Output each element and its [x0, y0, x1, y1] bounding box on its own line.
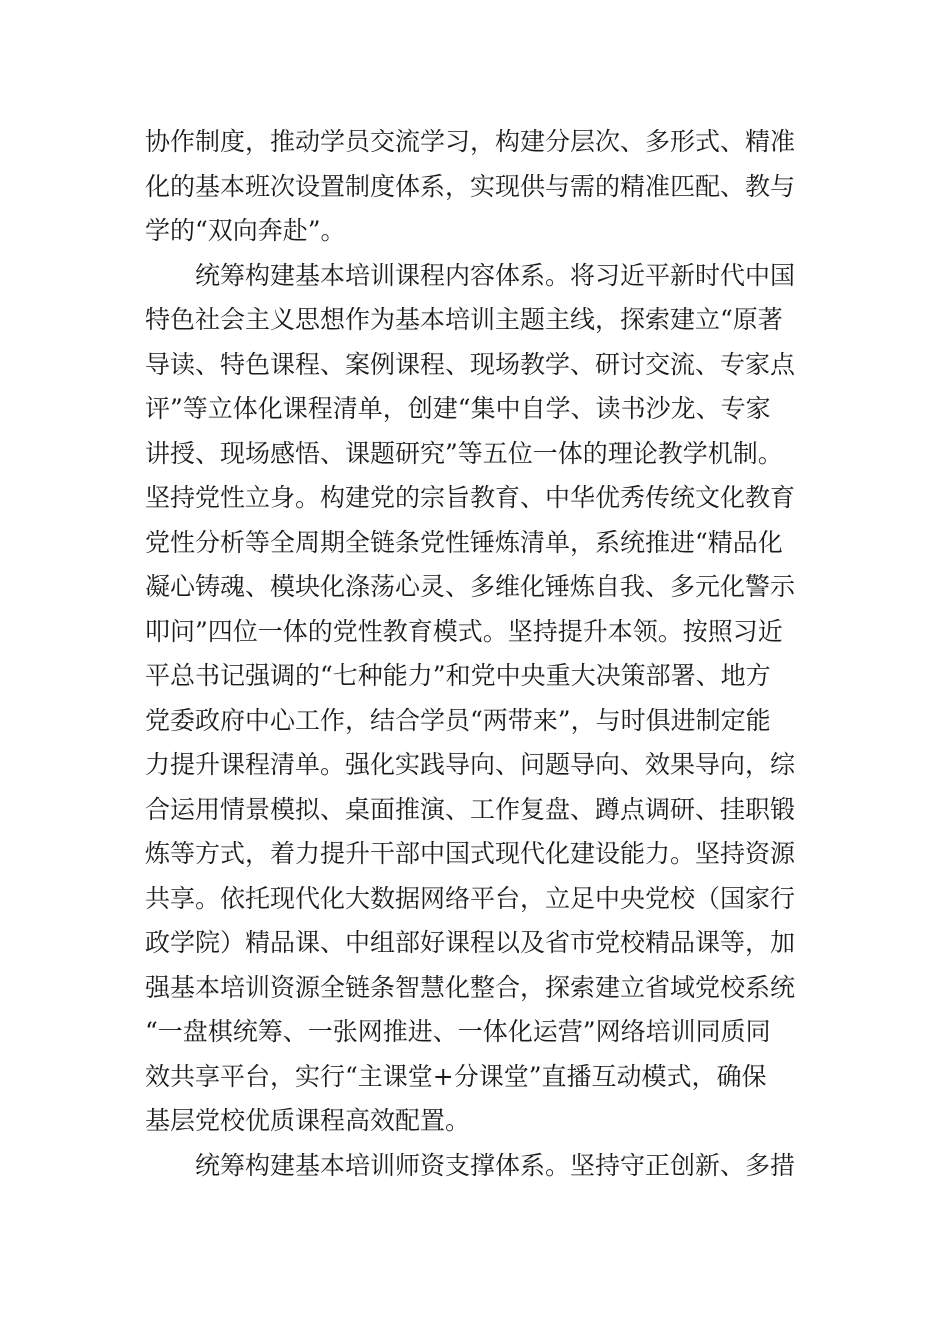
text-line: 学的“双向奔赴”。 [145, 216, 346, 245]
text-line: 炼等方式，着力提升干部中国式现代化建设能力。坚持资源 [145, 839, 796, 868]
text-line: “一盘棋统筹、一张网推进、一体化运营”网络培训同质同 [145, 1017, 771, 1046]
text-line: 共享。依托现代化大数据网络平台，立足中央党校（国家行 [145, 883, 796, 913]
text-line: 叩问”四位一体的党性教育模式。坚持提升本领。按照习近 [145, 616, 783, 646]
text-line: 力提升课程清单。强化实践导向、问题导向、效果导向，综 [145, 750, 796, 779]
text-line: 评”等立体化课程清单，创建“集中自学、读书沙龙、专家 [145, 394, 771, 423]
text-line: 效共享平台，实行“主课堂+分课堂”直播互动模式，确保 [145, 1061, 767, 1091]
text-line: 协作制度，推动学员交流学习，构建分层次、多形式、精准 [145, 127, 796, 156]
text-line: 凝心铸魂、模块化涤荡心灵、多维化锤炼自我、多元化警示 [145, 572, 796, 601]
text-line: 党性分析等全周期全链条党性锤炼清单，系统推进“精品化 [145, 527, 783, 557]
text-line: 导读、特色课程、案例课程、现场教学、研讨交流、专家点 [145, 349, 796, 379]
text-line: 讲授、现场感悟、课题研究”等五位一体的理论教学机制。 [145, 438, 783, 468]
text-line: 平总书记强调的“七种能力”和党中央重大决策部署、地方 [145, 661, 771, 690]
body-text [145, 120, 811, 1188]
paragraph-first-line: 统筹构建基本培训课程内容体系。将习近平新时代中国 [195, 260, 796, 290]
text-line: 合运用情景模拟、桌面推演、工作复盘、蹲点调研、挂职锻 [145, 794, 796, 824]
text-line: 坚持党性立身。构建党的宗旨教育、中华优秀传统文化教育 [145, 483, 796, 512]
text-line: 党委政府中心工作，结合学员“两带来”，与时俱进制定能 [145, 705, 771, 735]
paragraph-first-line: 统筹构建基本培训师资支撑体系。坚持守正创新、多措 [195, 1150, 796, 1180]
text-line: 化的基本班次设置制度体系，实现供与需的精准匹配、教与 [145, 171, 796, 201]
text-line: 特色社会主义思想作为基本培训主题主线，探索建立“原著 [145, 305, 783, 334]
text-line: 基层党校优质课程高效配置。 [145, 1106, 471, 1135]
text-line: 强基本培训资源全链条智慧化整合，探索建立省域党校系统 [145, 972, 796, 1002]
text-line: 政学院）精品课、中组部好课程以及省市党校精品课等，加 [145, 928, 796, 957]
